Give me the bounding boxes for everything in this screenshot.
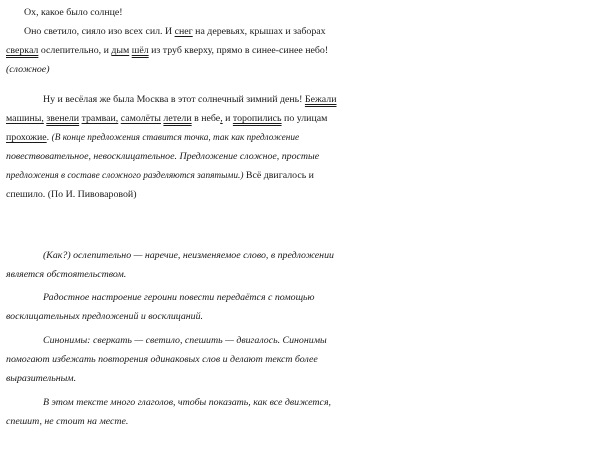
text-span: из труб кверху, прямо в синее-синее небо! [148, 45, 329, 56]
answer-text: является обстоятельством. [6, 269, 127, 280]
text-span: Ну и весёлая же была Москва в этот солнечный зимний день! [43, 94, 305, 105]
text-span: по улицам [281, 113, 328, 124]
line-a3-3 [0, 369, 600, 389]
explanation-note: (В конце предложения ставится точка, так как предложение [51, 133, 300, 143]
answer-text: спешит, не стоит на месте. [6, 416, 129, 427]
answer-text: (Как?) ослепительно — наречие, неизменяемое слово, в предложении [43, 250, 334, 261]
text-span: Ох, какое было солнце! [24, 7, 123, 18]
line-p3-2 [0, 109, 600, 129]
predicate-sparkled: сверкал [6, 45, 39, 56]
subject-smoke: дым [111, 45, 130, 56]
text-span: на деревьях, крышах и заборах [192, 26, 326, 37]
line-a3-2 [0, 350, 600, 370]
subject-planes: самолёты [120, 113, 161, 124]
line-p2-2 [0, 41, 600, 61]
line-p2-3 [0, 60, 600, 80]
line-a2-1 [0, 288, 600, 308]
predicate-went: шёл [131, 45, 149, 56]
line-p3-5 [0, 166, 600, 186]
text-span: и [222, 113, 233, 124]
subject-snow: снег [174, 26, 193, 37]
source-credit: спешило. (По И. Пивоваровой) [6, 189, 137, 200]
line-p3-6 [0, 185, 600, 205]
subject-passers: прохожие [6, 132, 47, 143]
line-p3-1 [0, 90, 600, 110]
answer-text: восклицательных предложений и восклицаний. [6, 311, 204, 322]
text-span: . [46, 132, 52, 143]
line-a1-2 [0, 265, 600, 285]
line-a3-1 [0, 331, 600, 351]
explanation-note: повествовательное, невосклицательное. Предложение сложное, простые [6, 151, 320, 162]
line-a4-1 [0, 393, 600, 413]
line-p3-3 [0, 128, 600, 148]
line-p2-1 [0, 22, 600, 42]
answer-text: В этом тексте много глаголов, чтобы показать, как все движется, [43, 397, 331, 408]
explanation-note: предложения в составе сложного разделяются запятыми.) [6, 171, 244, 181]
text-span: Всё двигалось и [243, 170, 314, 181]
predicate-hurried: торопились [232, 113, 282, 124]
text-span: ослепительно, и [38, 45, 112, 56]
line-a1-1 [0, 246, 600, 266]
predicate-ran: Бежали [304, 94, 337, 105]
subject-cars: машины, [6, 113, 44, 124]
answer-text: выразительным. [6, 373, 77, 384]
text-span: Оно светило, сияло изо всех сил. И [24, 26, 175, 37]
answer-text: Синонимы: сверкать — светило, спешить — двигалось. Синонимы [43, 335, 327, 346]
answer-text: Радостное настроение героини повести передаётся с помощью [43, 292, 315, 303]
comma-mark: , [220, 113, 223, 124]
line-exclamation [0, 3, 600, 23]
note-complex: (сложное) [6, 64, 50, 75]
answer-text: помогают избежать повторения одинаковых слов и делают текст более [6, 354, 318, 365]
line-a4-2 [0, 412, 600, 432]
line-p3-4 [0, 147, 600, 167]
subject-trams: трамваи, [81, 113, 119, 124]
line-a2-2 [0, 307, 600, 327]
predicate-rang: звенели [46, 113, 80, 124]
text-span: в небе [191, 113, 221, 124]
predicate-flew: летели [163, 113, 192, 124]
